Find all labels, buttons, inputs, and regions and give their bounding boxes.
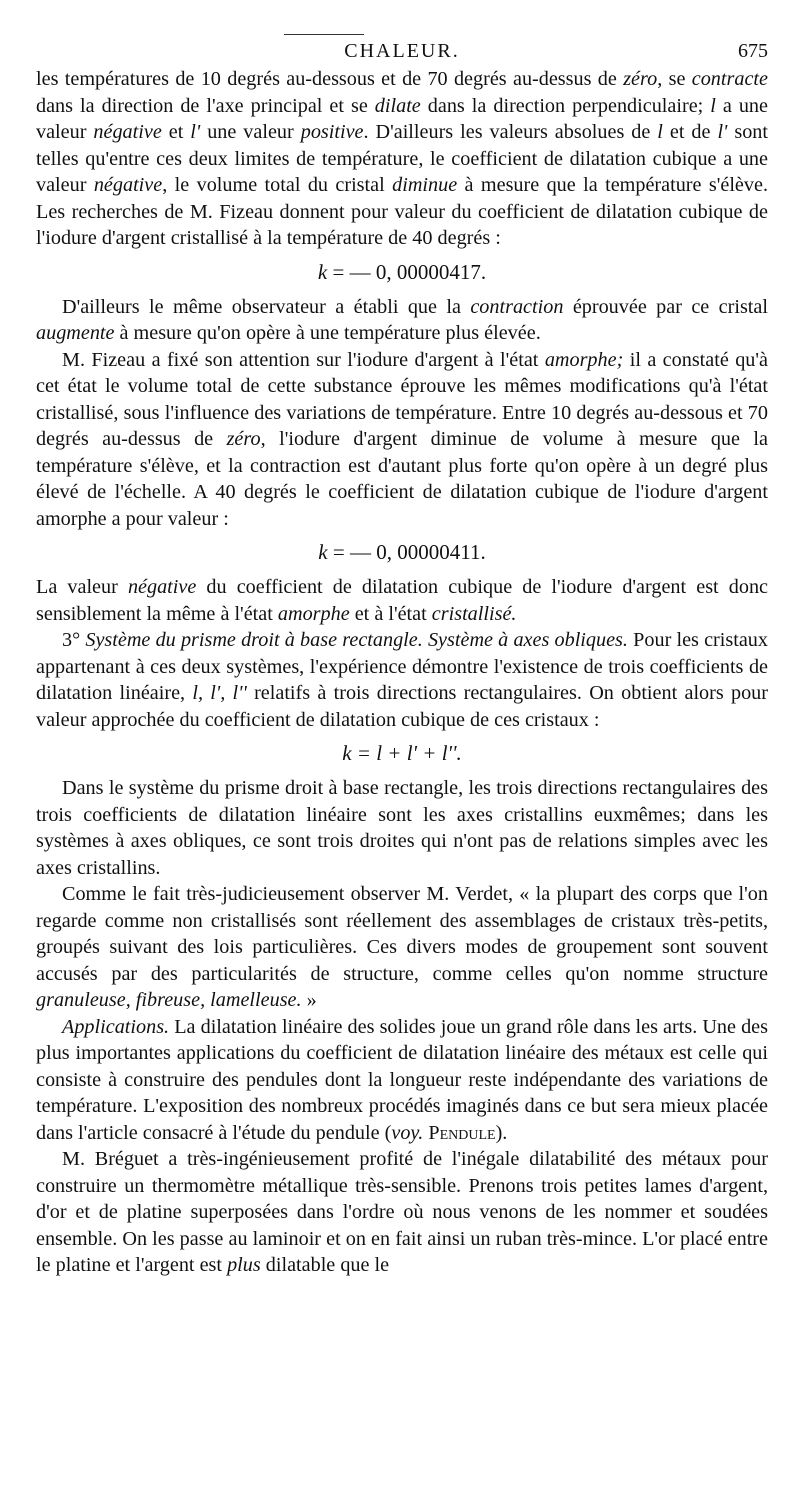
running-title: CHALEUR.	[344, 40, 460, 62]
paragraph-2: D'ailleurs le même observateur a établi que la contraction éprouvée par ce cristal augmente à mesure qu'on opère à une température plus élevée.	[36, 295, 768, 344]
paragraph-8: Applications. La dilatation linéaire des solides joue un grand rôle dans les arts. Une des plus importantes applications du coefficient de dilatation linéaire des métaux est celle qui consiste à construire des pendules dont la longueur reste indépendante des variations de température. L'exposition des nombreux procédés imaginés dans ce but sera mieux placée dans l'article consacré à l'étude du pendule (voy. Pendule).	[36, 1015, 768, 1144]
running-header	[36, 30, 768, 66]
paragraph-9: M. Bréguet a très-ingénieusement profité de l'inégale dilatabilité des métaux pour construire un thermomètre métallique très-sensible. Prenons trois petites lames d'argent, d'or et de platine superposées dans l'ordre où nous venons de les nommer et soudées ensemble. On les passe au laminoir et on en fait ainsi un ruban très-mince. L'or placé entre le platine et l'argent est plus dilatable que le	[36, 1148, 768, 1276]
page-body	[36, 66, 768, 1279]
formula-sum: k = l + l' + l''.	[342, 741, 462, 765]
header-rule	[284, 34, 364, 35]
formula-crystallized: k = — 0, 00000417.	[317, 259, 487, 284]
paragraph-7: Comme le fait très-judicieusement observer M. Verdet, « la plupart des corps que l'on regarde comme non cristallisés sont réellement des assemblages de cristaux très-petits, groupés suivant des lois particulières. Ces divers modes de groupement sont souvent accusés par des particularités de structure, comme celles qu'on nomme structure granuleuse, fibreuse, lamelleuse. »	[36, 883, 768, 1011]
paragraph-4: La valeur négative du coefficient de dilatation cubique de l'iodure d'argent est donc sensiblement la même à l'état amorphe et à l'état cristallisé.	[36, 576, 769, 625]
paragraph-5: 3° Système du prisme droit à base rectangle. Système à axes obliques. Pour les cristaux appartenant à ces deux systèmes, l'expérience démontre l'existence de trois coefficients de dilatation linéaire, l, l', l'' relatifs à trois directions rectangulaires. On obtient alors pour valeur approchée du coefficient de dilatation cubique de ces cristaux :	[36, 629, 768, 731]
formula-amorphous: k = — 0, 00000411.	[318, 540, 486, 564]
paragraph-6: Dans le système du prisme droit à base rectangle, les trois directions rectangulaires des trois coefficients de dilatation linéaire sont les axes cristallins euxmêmes; dans les systèmes à axes obliques, ce sont trois droites qui n'ont pas de relations simples avec les axes cristallins.	[36, 777, 768, 879]
page-number: 675	[738, 40, 768, 62]
paragraph-3: M. Fizeau a fixé son attention sur l'iodure d'argent à l'état amorphe; il a constaté qu'à cet état le volume total de cette substance éprouve les mêmes modifications qu'à l'état cristallisé, sous l'influence des variations de température. Entre 10 degrés au-dessous et 70 degrés au-dessus de zéro, l'iodure d'argent diminue de volume à mesure que la température s'élève, et la contraction est d'autant plus forte qu'on opère à un degré plus élevé de l'échelle. A 40 degrés le coefficient de dilatation cubique de l'iodure d'argent amorphe a pour valeur :	[36, 348, 768, 530]
paragraph-1: les températures de 10 degrés au-dessous et de 70 degrés au-dessus de zéro, se contracte dans la direction de l'axe principal et se dilate dans la direction perpendiculaire; l a une valeur négative et l' une valeur positive. D'ailleurs les valeurs absolues de l et de l' sont telles qu'entre ces deux limites de température, le coefficient de dilatation cubique a une valeur négative, le volume total du cristal diminue à mesure que la température s'élève. Les recherches de M. Fizeau donnent pour valeur du coefficient de dilatation cubique de l'iodure d'argent cristallisé à la température de 40 degrés :	[36, 68, 768, 249]
book-page	[36, 30, 768, 1279]
